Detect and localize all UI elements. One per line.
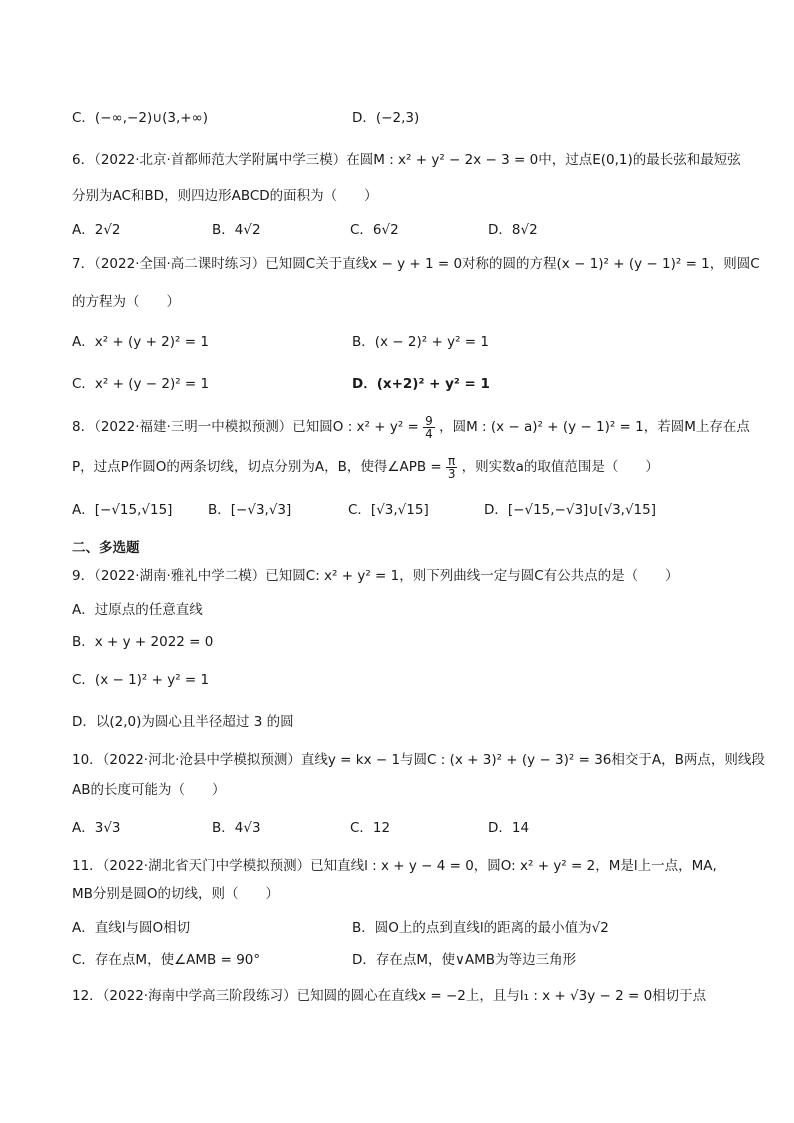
q6-option-c: C．6√2	[350, 222, 399, 238]
q8-text-part1: 8．（2022·福建·三明一中模拟预测）已知圆O : x² + y² =	[72, 419, 419, 435]
q7-option-d: D．(x+2)² + y² = 1	[352, 376, 490, 392]
q5-option-c: C．(−∞,−2)∪(3,+∞)	[72, 110, 209, 126]
q8-text-part4: ，则实数a的取值范围是（ ）	[461, 459, 659, 475]
q8-frac1-denominator: 4	[425, 426, 433, 441]
q8-stem-line1	[72, 414, 750, 440]
q8-stem-line2	[72, 454, 659, 480]
q11-option-a: A．直线l与圆O相切	[72, 920, 191, 936]
q6-options	[72, 220, 722, 242]
q5-options	[72, 108, 722, 130]
q6-option-d: D．8√2	[488, 222, 538, 238]
q7-options-row2	[72, 374, 722, 396]
q7-stem-line2: 的方程为（ ）	[72, 294, 180, 310]
q10-stem-line1: 10．（2022·河北·沧县中学模拟预测）直线y = kx − 1与圆C : (x + 3)² + (y − 3)² = 36相交于A，B两点，则线段	[72, 752, 765, 768]
q8-fraction-nine-quarters	[423, 415, 435, 440]
q5-option-d: D．(−2,3)	[352, 110, 420, 126]
q7-options-row1	[72, 332, 722, 354]
q6-stem-line1: 6．（2022·北京·首都师范大学附属中学三模）在圆M : x² + y² − 2x − 3 = 0中，过点E(0,1)的最长弦和最短弦	[72, 152, 741, 168]
q9-option-c: C．(x − 1)² + y² = 1	[72, 672, 210, 688]
q7-stem-line1: 7．（2022·全国·高二课时练习）已知圆C关于直线x − y + 1 = 0对称的圆的方程(x − 1)² + (y − 1)² = 1，则圆C	[72, 256, 760, 272]
q8-fraction-pi-thirds	[446, 455, 457, 480]
q11-option-b: B．圆O上的点到直线l的距离的最小值为√2	[352, 920, 609, 936]
q6-option-b: B．4√2	[212, 222, 261, 238]
q9-option-d: D．以(2,0)为圆心且半径超过 3 的圆	[72, 714, 294, 730]
q6-stem-line2: 分别为AC和BD，则四边形ABCD的面积为（ ）	[72, 188, 378, 204]
q10-option-b: B．4√3	[212, 820, 261, 836]
q8-frac2-denominator: 3	[447, 466, 456, 481]
q11-option-d: D．存在点M，使∨AMB为等边三角形	[352, 952, 577, 968]
q8-options	[72, 500, 722, 522]
q8-frac1-numerator: 9	[425, 413, 433, 428]
q10-option-c: C．12	[350, 820, 391, 836]
q8-option-a: A．[−√15,√15]	[72, 502, 173, 518]
section-heading-multiple-choice: 二、多选题	[72, 540, 140, 556]
q10-option-d: D．14	[488, 820, 530, 836]
q10-options	[72, 818, 722, 840]
q8-text-part2: ，圆M : (x − a)² + (y − 1)² = 1，若圆M上存在点	[439, 419, 750, 435]
q11-option-c: C．存在点M，使∠AMB = 90°	[72, 952, 261, 968]
q7-option-a: A．x² + (y + 2)² = 1	[72, 334, 209, 350]
q8-option-c: C．[√3,√15]	[348, 502, 429, 518]
q7-option-c: C．x² + (y − 2)² = 1	[72, 376, 210, 392]
q9-option-a: A．过原点的任意直线	[72, 602, 203, 618]
q9-option-b: B．x + y + 2022 = 0	[72, 634, 214, 650]
q12-stem-line1: 12．（2022·海南中学高三阶段练习）已知圆的圆心在直线x = −2上，且与l₁ : x + √3y − 2 = 0相切于点	[72, 988, 707, 1004]
q9-stem-line1: 9．（2022·湖南·雅礼中学二模）已知圆C: x² + y² = 1，则下列曲线一定与圆C有公共点的是（ ）	[72, 568, 679, 584]
q11-stem-line2: MB分别是圆O的切线，则（ ）	[72, 886, 280, 902]
q8-option-d: D．[−√15,−√3]∪[√3,√15]	[484, 502, 656, 518]
q8-frac2-numerator: π	[448, 453, 456, 468]
q6-option-a: A．2√2	[72, 222, 121, 238]
q7-option-b: B．(x − 2)² + y² = 1	[352, 334, 489, 350]
q8-text-part3: P，过点P作圆O的两条切线，切点分别为A，B，使得∠APB =	[72, 459, 442, 475]
q8-option-b: B．[−√3,√3]	[208, 502, 292, 518]
q10-option-a: A．3√3	[72, 820, 121, 836]
q10-stem-line2: AB的长度可能为（ ）	[72, 782, 226, 798]
q11-stem-line1: 11．（2022·湖北省天门中学模拟预测）已知直线l : x + y − 4 = 0，圆O: x² + y² = 2，M是l上一点，MA,	[72, 858, 717, 874]
q11-options-row1	[72, 918, 722, 940]
q11-options-row2	[72, 950, 722, 972]
